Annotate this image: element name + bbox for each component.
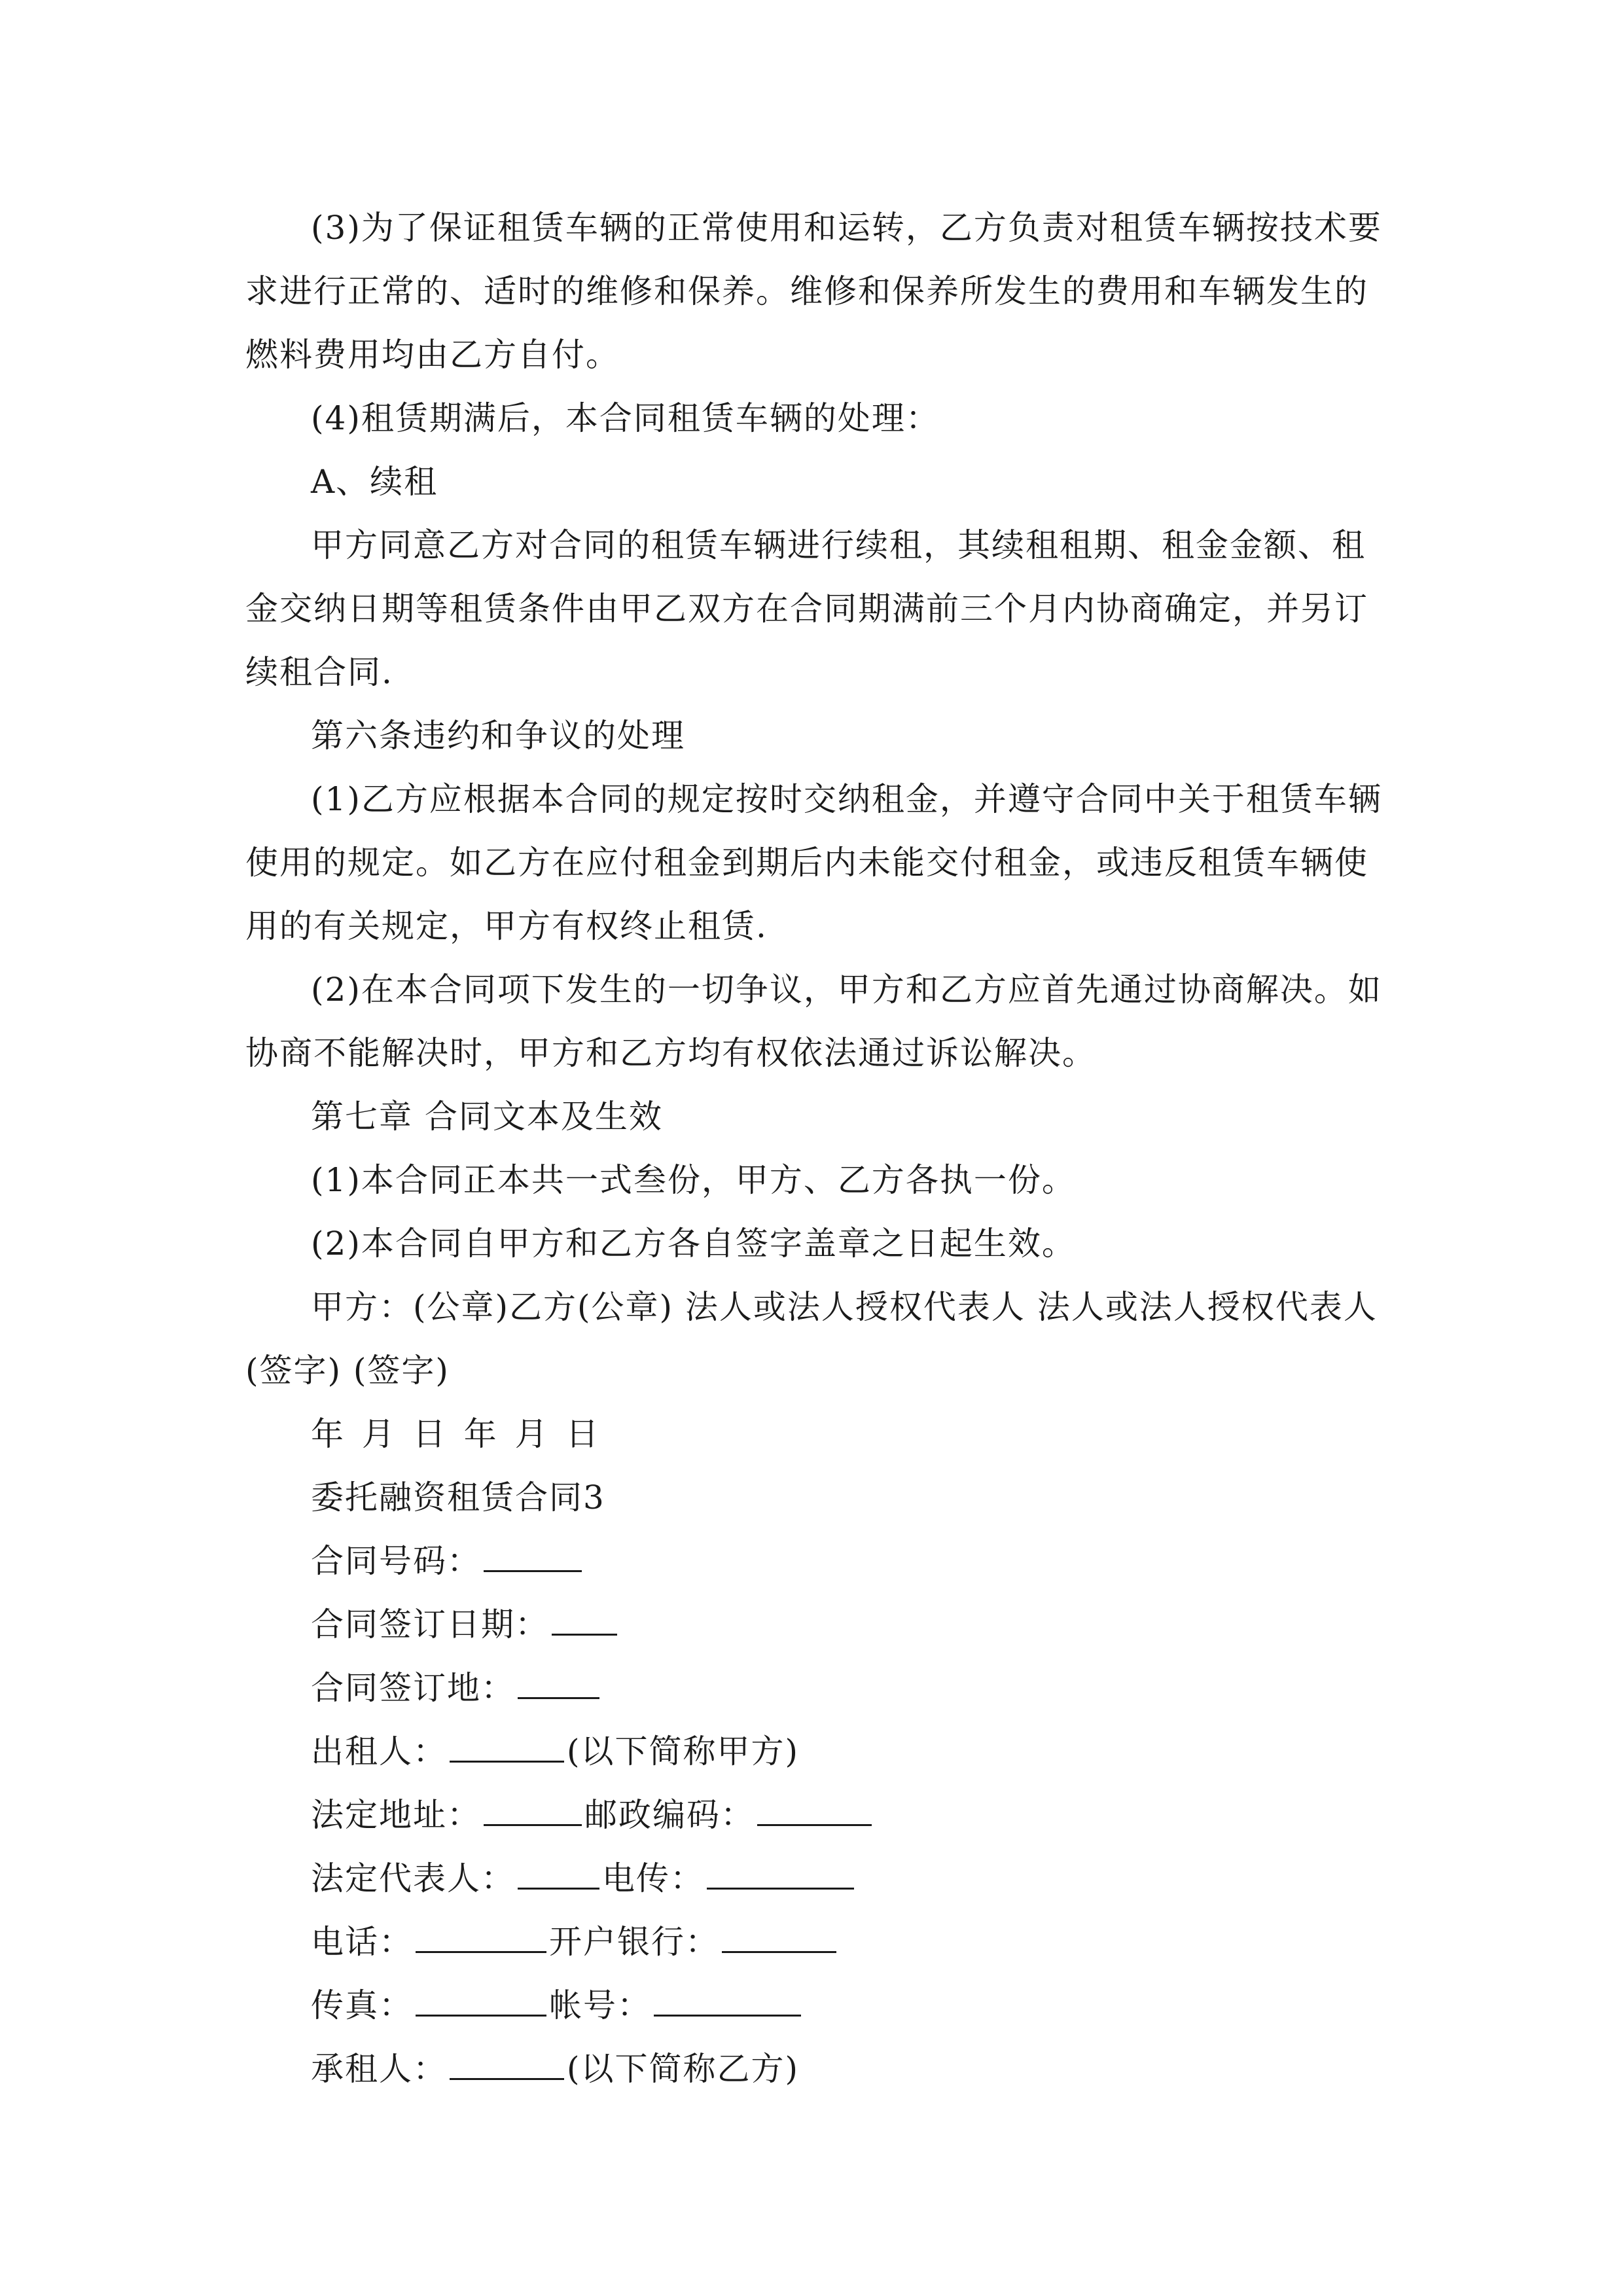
phone-line	[245, 1910, 1384, 1974]
sign-date-label: 合同签订日期：	[311, 1605, 549, 1643]
lessor-label: 出租人：	[311, 1732, 447, 1770]
telegraph-label: 电传：	[602, 1859, 704, 1897]
paragraph-copies: (1)本合同正本共一式叁份，甲方、乙方各执一份。	[311, 1161, 1076, 1199]
postal-code-label: 邮政编码：	[584, 1796, 755, 1834]
account-blank	[654, 1988, 801, 2017]
chapter-seven-heading: 第七章 合同文本及生效	[311, 1098, 663, 1136]
signature-block: 甲方：(公章)乙方(公章) 法人或法人授权代表人 法人或法人授权代表人 (签字) (签字)	[245, 1288, 1378, 1390]
telegraph-blank	[707, 1861, 854, 1890]
sign-date-line	[245, 1593, 1384, 1657]
postal-code-blank	[757, 1798, 872, 1826]
paragraph-effective: (2)本合同自甲方和乙方各自签字盖章之日起生效。	[311, 1225, 1076, 1263]
bank-label: 开户银行：	[549, 1923, 719, 1961]
legal-rep-label: 法定代表人：	[311, 1859, 515, 1897]
document-page	[245, 196, 1384, 2101]
bank-blank	[722, 1925, 836, 1953]
sign-date-blank	[552, 1607, 617, 1636]
paragraph-breach: (1)乙方应根据本合同的规定按时交纳租金，并遵守合同中关于租赁车辆使用的规定。如乙方在应付租金到期后内未能交付租金，或违反租赁车辆使用的有关规定，甲方有权终止租赁.	[245, 780, 1382, 945]
lessee-blank	[450, 2052, 564, 2080]
contract-number-label: 合同号码：	[311, 1542, 481, 1580]
sign-place-blank	[518, 1671, 599, 1699]
fax-label: 传真：	[311, 1986, 413, 2024]
rep-line	[245, 1847, 1384, 1910]
paragraph-disputes: (2)在本合同项下发生的一切争议，甲方和乙方应首先通过协商解决。如协商不能解决时，甲方和乙方均有权依法通过诉讼解决。	[245, 971, 1382, 1072]
contract-title: 委托融资租赁合同3	[311, 1479, 605, 1516]
contract-number-line	[245, 1530, 1384, 1593]
lessee-line	[245, 2037, 1384, 2101]
paragraph-renewal-heading: A、续租	[311, 463, 438, 501]
paragraph-maintenance: (3)为了保证租赁车辆的正常使用和运转，乙方负责对租赁车辆按技术要求进行正常的、适时的维修和保养。维修和保养所发生的费用和车辆发生的燃料费用均由乙方自付。	[245, 209, 1382, 374]
contract-number-blank	[484, 1544, 582, 1572]
fax-line	[245, 1974, 1384, 2037]
lessor-suffix: (以下简称甲方)	[567, 1732, 800, 1770]
legal-rep-blank	[518, 1861, 599, 1890]
lessee-suffix: (以下简称乙方)	[567, 2050, 800, 2088]
sign-place-line	[245, 1657, 1384, 1720]
address-line	[245, 1784, 1384, 1847]
paragraph-renewal-terms: 甲方同意乙方对合同的租赁车辆进行续租，其续租租期、租金金额、租金交纳日期等租赁条件由甲乙双方在合同期满前三个月内协商确定，并另订续租合同.	[245, 526, 1368, 691]
phone-blank	[416, 1925, 546, 1953]
legal-address-label: 法定地址：	[311, 1796, 481, 1834]
lessor-blank	[450, 1734, 564, 1763]
account-label: 帐号：	[549, 1986, 651, 2024]
sign-place-label: 合同签订地：	[311, 1669, 515, 1707]
phone-label: 电话：	[311, 1923, 413, 1961]
lessor-line	[245, 1720, 1384, 1784]
date-line: 年 月 日 年 月 日	[311, 1415, 603, 1453]
lessee-label: 承租人：	[311, 2050, 447, 2088]
paragraph-lease-expiry: (4)租赁期满后，本合同租赁车辆的处理：	[311, 399, 940, 437]
legal-address-blank	[484, 1798, 582, 1826]
article-six-heading: 第六条违约和争议的处理	[311, 717, 685, 755]
fax-blank	[416, 1988, 546, 2017]
